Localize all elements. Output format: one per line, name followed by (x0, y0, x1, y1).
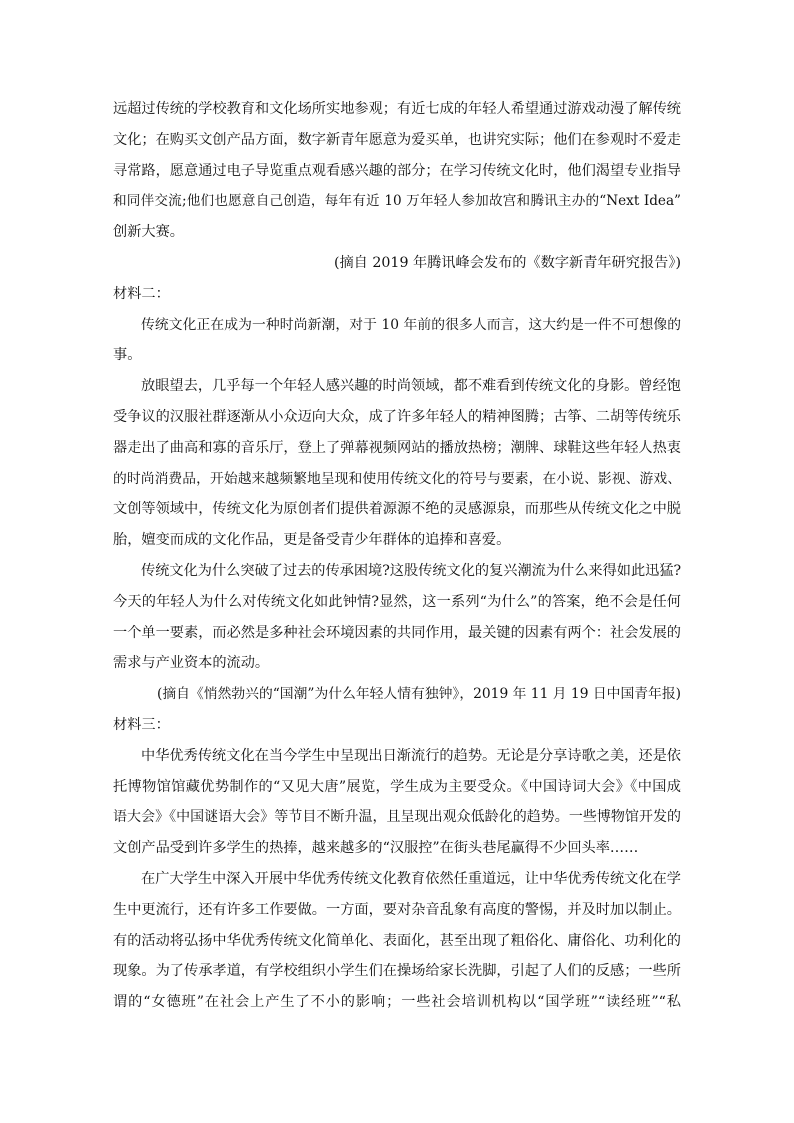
text-line: 现象。为了传承孝道，有学校组织小学生们在操场给家长洗脚，引起了人们的反感；一些所 (113, 963, 681, 980)
text-line: 在广大学生中深入开展中华优秀传统文化教育依然任重道远，让中华优秀传统文化在学 (141, 870, 681, 887)
text-line: 文创等领域中，传统文化为原创者们提供着源源不绝的灵感源泉，而那些从传统文化之中脱 (113, 501, 681, 518)
text-line: 器走出了曲高和寡的音乐厅，登上了弹幕视频网站的播放热榜；潮牌、球鞋这些年轻人热衷 (113, 439, 681, 456)
text-line: 语大会》《中国谜语大会》等节目不断升温，且呈现出观众低龄化的趋势。一些博物馆开发的 (113, 809, 681, 826)
text-line: 胎，嬗变而成的文化作品，更是备受青少年群体的追捧和喜爱。 (113, 532, 511, 549)
text-line: 文创产品受到许多学生的热捧，越来越多的“汉服控”在街头巷尾赢得不少回头率…… (113, 840, 639, 857)
section-heading-material-3: 材料三： (113, 716, 170, 733)
source-citation-2: (摘自《悄然勃兴的“国潮”为什么年轻人情有独钟》，2019 年 11 月 19 日中国青年报) (157, 686, 682, 703)
material-3-paragraph-1 (113, 741, 681, 864)
source-citation-1: (摘自 2019 年腾讯峰会发布的《数字新青年研究报告》) (333, 254, 681, 271)
section-heading-material-2: 材料二： (113, 285, 170, 302)
text-line: 受争议的汉服社群逐渐从小众迈向大众，成了许多年轻人的精神图腾；古筝、二胡等传统乐 (113, 408, 681, 425)
text-line: 事。 (113, 347, 142, 364)
text-line: 创新大赛。 (113, 224, 184, 241)
material-3-paragraph-2 (113, 864, 681, 1018)
text-line: 托博物馆馆藏优势制作的“又见大唐”展览，学生成为主要受众。《中国诗词大会》《中国成 (113, 778, 681, 795)
text-line: 需求与产业资本的流动。 (113, 655, 270, 672)
document-page (113, 94, 681, 1018)
text-line: 中华优秀传统文化在当今学生中呈现出日渐流行的趋势。无论是分享诗歌之美，还是依 (141, 747, 681, 764)
text-line: 一个单一要素，而必然是多种社会环境因素的共同作用，最关键的因素有两个：社会发展的 (113, 624, 681, 641)
material-2-paragraph-1 (113, 310, 681, 372)
text-line: 的时尚消费品，开始越来越频繁地呈现和使用传统文化的符号与要素，在小说、影视、游戏、 (113, 470, 681, 487)
text-line: 生中更流行，还有许多工作要做。一方面，要对杂音乱象有高度的警惕，并及时加以制止。 (113, 901, 681, 918)
text-line: 寻常路，愿意通过电子导览重点观看感兴趣的部分；在学习传统文化时，他们渴望专业指导 (113, 162, 681, 179)
material-1-tail (113, 94, 681, 248)
text-line: 文化；在购买文创产品方面，数字新青年愿意为爱买单，也讲究实际；他们在参观时不爱走 (113, 131, 681, 148)
text-line: 有的活动将弘扬中华优秀传统文化简单化、表面化，甚至出现了粗俗化、庸俗化、功利化的 (113, 932, 681, 949)
text-line: 放眼望去，几乎每一个年轻人感兴趣的时尚领域，都不难看到传统文化的身影。曾经饱 (141, 378, 681, 395)
text-line: 谓的“女德班”在社会上产生了不小的影响；一些社会培训机构以“国学班”“读经班”“私 (113, 994, 681, 1011)
text-line: 远超过传统的学校教育和文化场所实地参观；有近七成的年轻人希望通过游戏动漫了解传统 (113, 101, 681, 117)
material-2-paragraph-2 (113, 371, 681, 556)
text-line: 传统文化为什么突破了过去的传承困境?这股传统文化的复兴潮流为什么来得如此迅猛? (141, 562, 682, 579)
text-line: 传统文化正在成为一种时尚新潮，对于 10 年前的很多人而言，这大约是一件不可想像的 (141, 316, 681, 333)
text-line: 今天的年轻人为什么对传统文化如此钟情?显然，这一系列“为什么”的答案，绝不会是任何 (113, 593, 681, 610)
text-line: 和同伴交流;他们也愿意自己创造，每年有近 10 万年轻人参加故宫和腾讯主办的“Next Idea” (113, 193, 681, 210)
material-2-paragraph-3 (113, 556, 681, 679)
